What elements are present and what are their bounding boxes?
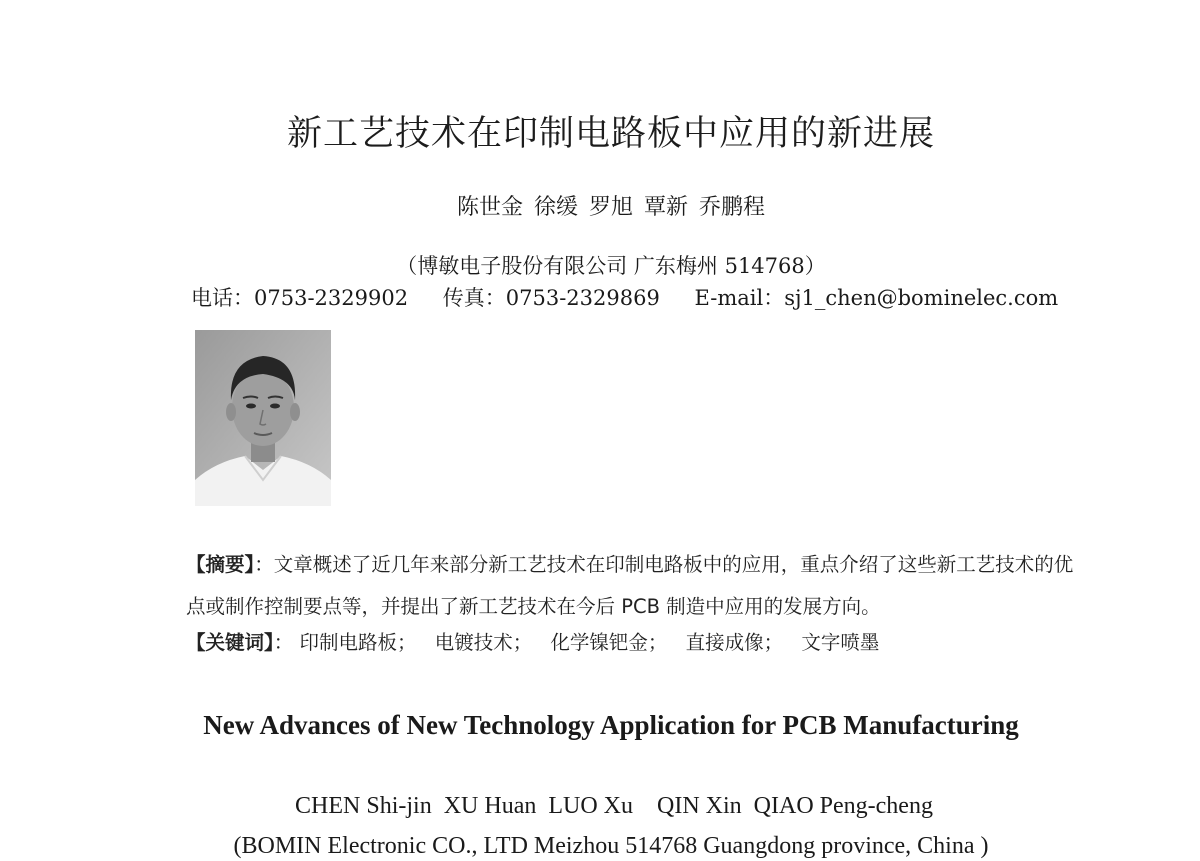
- author-photo: [195, 330, 331, 506]
- keyword-item: 直接成像；: [685, 631, 784, 654]
- keywords-label: 【关键词】: [186, 631, 274, 654]
- contact-line: [191, 282, 1059, 312]
- author-photo-image: [195, 330, 331, 506]
- authors-cn: 陈世金 徐缓 罗旭 覃新 乔鹏程: [457, 195, 765, 220]
- keyword-item: 化学镍钯金；: [550, 631, 668, 654]
- paper-title-cn: 新工艺技术在印制电路板中应用的新进展: [286, 114, 935, 154]
- keywords-section: [186, 626, 1086, 660]
- keyword-item: 电镀技术；: [434, 631, 533, 654]
- fax-number: 传真：0753-2329869: [442, 286, 660, 310]
- keyword-item: 印制电路板；: [299, 631, 417, 654]
- phone-number: 电话：0753-2329902: [191, 286, 409, 310]
- keywords-separator: ：: [273, 631, 294, 654]
- email-address: E-mail：sj1_chen@bominelec.com: [694, 286, 1059, 310]
- abstract-label: 【摘要】: [186, 553, 255, 576]
- affiliation-cn: （博敏电子股份有限公司 广东梅州 514768）: [396, 254, 826, 278]
- paper-title-en: New Advances of New Technology Application for PCB Manufacturing: [203, 710, 1019, 740]
- affiliation-en: (BOMIN Electronic CO., LTD Meizhou 514768 Guangdong province, China ): [233, 833, 989, 859]
- abstract-text: 文章概述了近几年来部分新工艺技术在印制电路板中的应用，重点介绍了这些新工艺技术的优点或制作控制要点等，并提出了新工艺技术在今后 PCB 制造中应用的发展方向。: [186, 553, 1074, 618]
- keyword-item: 文字喷墨: [801, 631, 880, 654]
- abstract-separator: ：: [254, 553, 274, 576]
- abstract-section: [140, 544, 1088, 628]
- authors-en: CHEN Shi-jin XU Huan LUO Xu QIN Xin QIAO Peng-cheng: [295, 793, 933, 819]
